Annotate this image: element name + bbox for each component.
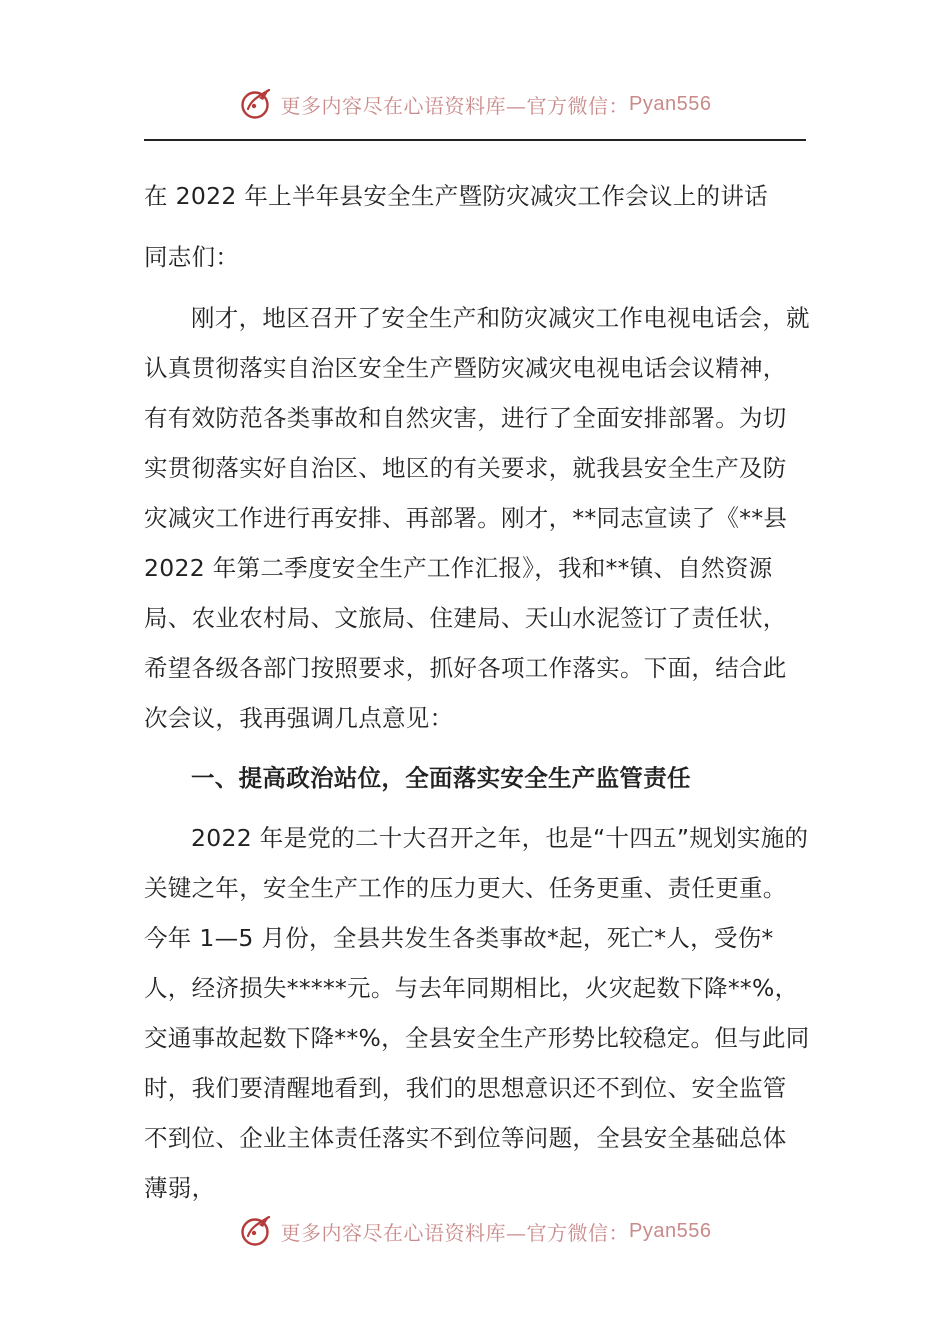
document-title: 在 2022 年上半年县安全生产暨防灾减灾工作会议上的讲话 bbox=[144, 182, 768, 210]
salutation: 同志们： bbox=[144, 243, 240, 271]
header-divider bbox=[144, 139, 806, 141]
paragraph-1: 刚才，地区召开了安全生产和防灾减灾工作电视电话会，就认真贯彻落实自治区安全生产暨防灾减灾电视电话会议精神，有有效防范各类事故和自然灾害，进行了全面安排部署。为切实贯彻落实好自治区、地区的有关要求，就我县安全生产及防灾减灾工作进行再安排、再部署。刚才，**同志宣读了《**县 2022 年第二季度安全生产工作汇报》，我和**镇、自然资源局、农业农村局、文旅局、住建局、天山水泥签订了责任状，希望各级各部门按照要求，抓好各项工作落实。下面，结合此次会议，我再强调几点意见： bbox=[144, 304, 810, 732]
header-wechat-id: Pyan556 bbox=[629, 92, 712, 115]
pen-logo-icon bbox=[239, 1213, 275, 1249]
pen-logo-icon bbox=[239, 86, 275, 122]
header-banner-text: 更多内容尽在心语资料库—官方微信： bbox=[280, 93, 630, 118]
section-heading-1: 一、提高政治站位，全面落实安全生产监管责任 bbox=[191, 764, 691, 792]
footer-banner bbox=[0, 1211, 950, 1251]
footer-banner-text: 更多内容尽在心语资料库—官方微信： bbox=[280, 1220, 630, 1245]
header-banner bbox=[0, 84, 950, 124]
document-body bbox=[144, 171, 810, 1213]
footer-wechat-id: Pyan556 bbox=[629, 1219, 712, 1242]
paragraph-2: 2022 年是党的二十大召开之年，也是“十四五”规划实施的关键之年，安全生产工作的压力更大、任务更重、责任更重。今年 1—5 月份，全县共发生各类事故*起，死亡*人，受伤*人，经济损失*****元。与去年同期相比，火灾起数下降**%，交通事故起数下降**%，全县安全生产形势比较稳定。但与此同时，我们要清醒地看到，我们的思想意识还不到位、安全监管不到位、企业主体责任落实不到位等问题，全县安全基础总体薄弱， bbox=[144, 824, 810, 1202]
